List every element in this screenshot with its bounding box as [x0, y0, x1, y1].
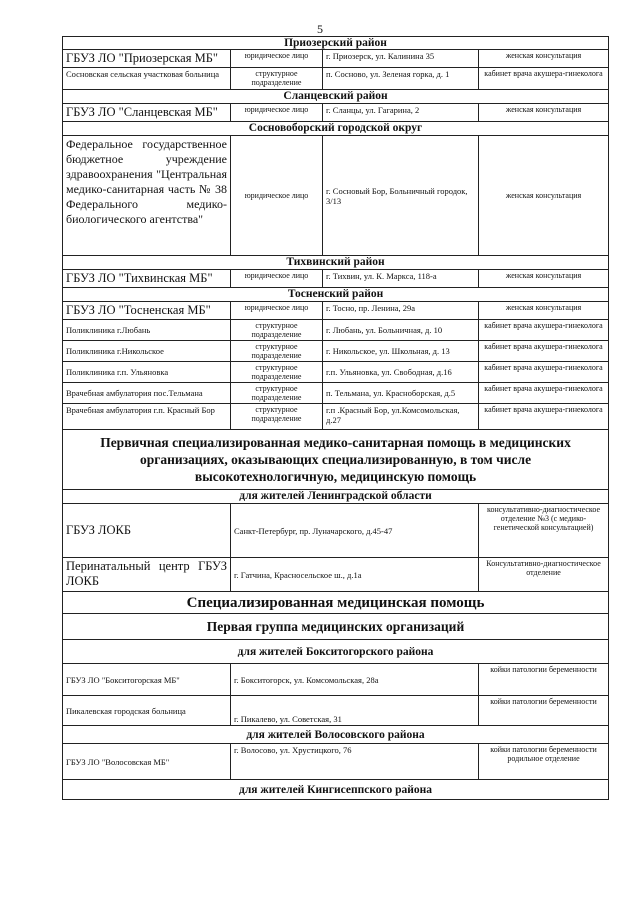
- section-header: для жителей Кингисеппского района: [63, 780, 609, 800]
- org-address: г.п. Ульяновка, ул. Свободная, д.16: [323, 362, 479, 383]
- org-type: юридическое лицо: [231, 136, 323, 256]
- org-address: Санкт-Петербург, пр. Луначарского, д.45-47: [231, 504, 479, 558]
- section-header: Тихвинский район: [63, 256, 609, 270]
- org-service: консультативно-диагностическое отделение №3 (с медико-генетической консультацией): [479, 504, 609, 558]
- org-service: Консультативно-диагностическое отделение: [479, 558, 609, 592]
- org-service: женская консультация: [479, 104, 609, 122]
- org-type: юридическое лицо: [231, 50, 323, 68]
- org-name: ГБУЗ ЛО "Приозерская МБ": [63, 50, 231, 68]
- org-name: ГБУЗ ЛО "Тосненская МБ": [63, 302, 231, 320]
- org-type: юридическое лицо: [231, 104, 323, 122]
- org-service: женская консультация: [479, 136, 609, 256]
- section-header: Тосненский район: [63, 288, 609, 302]
- org-type: структурное подразделение: [231, 362, 323, 383]
- org-name: Сосновская сельская участковая больница: [63, 68, 231, 90]
- org-type: юридическое лицо: [231, 302, 323, 320]
- org-address: г. Никольское, ул. Школьная, д. 13: [323, 341, 479, 362]
- table-row: [63, 383, 609, 404]
- org-service: койки патологии беременности: [479, 696, 609, 726]
- section-header: Специализированная медицинская помощь: [63, 592, 609, 614]
- table-row: [63, 50, 609, 68]
- page-number: 5: [317, 22, 323, 36]
- org-type: структурное подразделение: [231, 320, 323, 341]
- org-name: ГБУЗ ЛОКБ: [63, 504, 231, 558]
- org-service: койки патологии беременности родильное отделение: [479, 744, 609, 780]
- org-name: ГБУЗ ЛО "Сланцевская МБ": [63, 104, 231, 122]
- section-header: Приозерский район: [63, 37, 609, 50]
- table-row: [63, 302, 609, 320]
- table-row: [63, 558, 609, 592]
- org-name: Поликлиника г.Любань: [63, 320, 231, 341]
- table-row: [63, 404, 609, 430]
- table-row: [63, 68, 609, 90]
- org-service: женская консультация: [479, 50, 609, 68]
- table-row: [63, 664, 609, 696]
- org-name: Федеральное государственное бюджетное учреждение здравоохранения "Центральная медико-санитарная часть № 38 Федерального медико-биологического агентства": [63, 136, 231, 256]
- org-address: г. Приозерск, ул. Калинина 35: [323, 50, 479, 68]
- section-header: для жителей Волосовского района: [63, 726, 609, 744]
- org-service: кабинет врача акушера-гинеколога: [479, 383, 609, 404]
- org-service: кабинет врача акушера-гинеколога: [479, 320, 609, 341]
- facilities-table: [62, 36, 609, 800]
- table-row: [63, 362, 609, 383]
- org-name: Перинатальный центр ГБУЗ ЛОКБ: [63, 558, 231, 592]
- section-header: Сосновоборский городской округ: [63, 122, 609, 136]
- org-address: г. Бокситогорск, ул. Комсомольская, 28а: [231, 664, 479, 696]
- section-header: Первичная специализированная медико-санитарная помощь в медицинских организациях, оказывающих специализированную, в том числе высокотехнологичную, медицинскую помощь: [63, 430, 609, 490]
- org-service: кабинет врача акушера-гинеколога: [479, 68, 609, 90]
- org-service: койки патологии беременности: [479, 664, 609, 696]
- org-name: ГБУЗ ЛО "Бокситогорская МБ": [63, 664, 231, 696]
- table-row: [63, 341, 609, 362]
- section-header: для жителей Ленинградской области: [63, 490, 609, 504]
- org-name: Врачебная амбулатория г.п. Красный Бор: [63, 404, 231, 430]
- org-address: г.п .Красный Бор, ул.Комсомольская, д.27: [323, 404, 479, 430]
- table-row: [63, 104, 609, 122]
- org-type: юридическое лицо: [231, 270, 323, 288]
- section-header: Сланцевский район: [63, 90, 609, 104]
- org-service: кабинет врача акушера-гинеколога: [479, 404, 609, 430]
- org-address: п. Сосново, ул. Зеленая горка, д. 1: [323, 68, 479, 90]
- org-service: кабинет врача акушера-гинеколога: [479, 362, 609, 383]
- org-name: Врачебная амбулатория пос.Тельмана: [63, 383, 231, 404]
- table-row: [63, 320, 609, 341]
- org-name: Пикалевская городская больница: [63, 696, 231, 726]
- table-row: [63, 744, 609, 780]
- org-address: г. Волосово, ул. Хрустицкого, 76: [231, 744, 479, 780]
- table-row: [63, 696, 609, 726]
- section-header: Первая группа медицинских организаций: [63, 614, 609, 640]
- table-row: [63, 136, 609, 256]
- org-address: п. Тельмана, ул. Красноборская, д.5: [323, 383, 479, 404]
- table-row: [63, 504, 609, 558]
- org-service: женская консультация: [479, 302, 609, 320]
- org-name: ГБУЗ ЛО "Тихвинская МБ": [63, 270, 231, 288]
- org-name: Поликлиника г.Никольское: [63, 341, 231, 362]
- table-row: [63, 270, 609, 288]
- org-address: г. Сланцы, ул. Гагарина, 2: [323, 104, 479, 122]
- org-name: Поликлиника г.п. Ульяновка: [63, 362, 231, 383]
- org-type: структурное подразделение: [231, 68, 323, 90]
- org-address: г. Тосно, пр. Ленина, 29а: [323, 302, 479, 320]
- org-type: структурное подразделение: [231, 404, 323, 430]
- org-address: г. Сосновый Бор, Больничный городок, 3/13: [323, 136, 479, 256]
- org-type: структурное подразделение: [231, 383, 323, 404]
- org-address: г. Пикалево, ул. Советская, 31: [231, 696, 479, 726]
- org-address: г. Любань, ул. Больничная, д. 10: [323, 320, 479, 341]
- org-address: г. Тихвин, ул. К. Маркса, 118-а: [323, 270, 479, 288]
- org-address: г. Гатчина, Красносельское ш., д.1а: [231, 558, 479, 592]
- org-name: ГБУЗ ЛО "Волосовская МБ": [63, 744, 231, 780]
- org-service: женская консультация: [479, 270, 609, 288]
- section-header: для жителей Бокситогорского района: [63, 640, 609, 664]
- org-type: структурное подразделение: [231, 341, 323, 362]
- org-service: кабинет врача акушера-гинеколога: [479, 341, 609, 362]
